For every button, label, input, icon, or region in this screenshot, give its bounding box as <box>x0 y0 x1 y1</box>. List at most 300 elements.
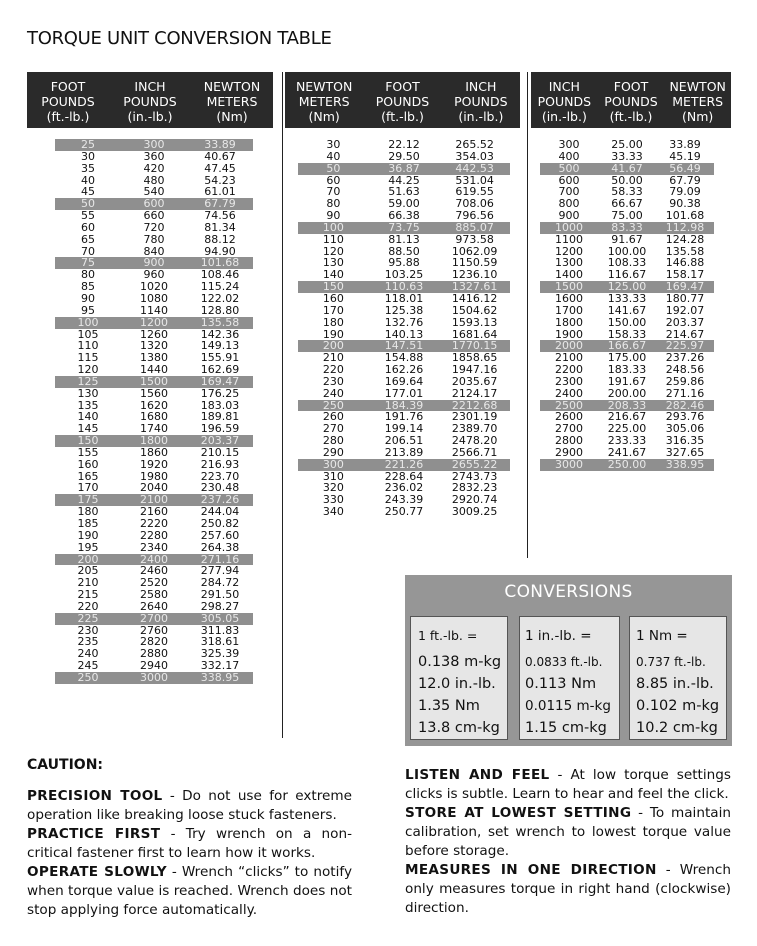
table-cell: 2940 <box>140 659 168 673</box>
table-cell: 110 <box>77 339 99 353</box>
table-cell: 1800 <box>140 434 168 448</box>
table-cell: 75 <box>81 256 95 270</box>
table-row <box>55 317 253 329</box>
table-cell: 1681.64 <box>451 327 498 341</box>
table-cell: 56.49 <box>669 161 701 175</box>
table-cell: 271.16 <box>200 552 240 566</box>
table-cell: 248.56 <box>665 363 705 377</box>
table-row <box>298 376 510 388</box>
table-cell: 183.33 <box>607 363 647 377</box>
caution-key: MEASURES IN ONE DIRECTION <box>405 862 657 878</box>
table-cell: 2280 <box>140 528 168 542</box>
table-cell: 200.00 <box>607 386 647 400</box>
conversion-value: 1.15 cm-kg <box>525 720 607 736</box>
conversion-value: 8.85 in.-lb. <box>636 676 714 692</box>
conversion-value: 13.8 cm-kg <box>418 720 500 736</box>
table-cell: 203.37 <box>665 315 705 329</box>
table-cell: 175 <box>77 493 99 507</box>
table-cell: 257.60 <box>200 528 240 542</box>
table-cell: 250.82 <box>200 517 240 530</box>
table-cell: 1416.12 <box>451 291 498 305</box>
table-cell: 3000 <box>140 670 168 684</box>
table-cell: 1260 <box>140 327 168 341</box>
table-cell: 960 <box>143 268 165 282</box>
table-row <box>540 222 714 234</box>
table-cell: 200 <box>322 339 344 353</box>
table-cell: 531.04 <box>455 173 494 187</box>
table-cell: 1100 <box>555 232 583 246</box>
table-cell: 118.01 <box>384 291 424 305</box>
conversion-value: 0.0115 m-kg <box>525 698 611 714</box>
table-cell: 1020 <box>140 280 168 294</box>
table-row <box>298 459 510 471</box>
table-cell: 55 <box>81 209 95 223</box>
table-cell: 81.34 <box>204 220 236 234</box>
table-cell: 2478.20 <box>451 434 498 448</box>
table-cell: 44.25 <box>388 173 420 187</box>
table-cell: 2655.22 <box>451 457 498 471</box>
table-cell: 206.51 <box>384 434 424 448</box>
table-cell: 135.58 <box>665 244 705 258</box>
table-cell: 1236.10 <box>451 268 498 282</box>
table-cell: 184.39 <box>384 398 424 412</box>
table-cell: 271.16 <box>665 386 705 400</box>
caution-text: - Do not use for extreme operation like breaking loose stuck fasteners. <box>27 788 353 823</box>
table-row <box>55 234 253 246</box>
table-cell: 150 <box>77 434 99 448</box>
table-cell: 196.59 <box>200 422 240 436</box>
table-cell: 244.04 <box>200 505 240 519</box>
table-cell: 1600 <box>555 291 583 305</box>
table-cell: 108.33 <box>607 256 647 270</box>
table-cell: 100 <box>77 315 99 329</box>
table-cell: 2900 <box>555 445 583 459</box>
table-cell: 30 <box>326 138 341 151</box>
table-row <box>298 388 510 400</box>
conversion-head: 1 in.-lb. = <box>525 628 592 644</box>
table-cell: 180 <box>77 505 99 519</box>
table-cell: 340 <box>322 505 344 519</box>
header-cell: INCH POUNDS (in.-lb.) <box>454 79 508 124</box>
table-cell: 237.26 <box>200 493 240 507</box>
table-cell: 133.33 <box>607 291 647 305</box>
table-cell: 130 <box>322 256 344 270</box>
table-row <box>55 459 253 471</box>
table-cell: 162.69 <box>200 363 240 377</box>
table-cell: 700 <box>558 185 580 199</box>
table-cell: 1150.59 <box>451 256 498 270</box>
table-cell: 1680 <box>140 410 168 424</box>
table-cell: 2460 <box>140 564 168 578</box>
table-cell: 2040 <box>140 481 168 495</box>
table-cell: 280 <box>322 434 344 448</box>
table-cell: 155.91 <box>200 351 240 365</box>
table-cell: 91.67 <box>611 232 643 246</box>
table-cell: 150.00 <box>607 315 647 329</box>
table-row <box>55 601 253 613</box>
table-cell: 208.33 <box>607 398 647 412</box>
conversion-head: 1 Nm = <box>636 628 688 644</box>
table-cell: 1300 <box>555 256 583 270</box>
table-cell: 100 <box>322 220 344 234</box>
table-cell: 900 <box>558 209 580 223</box>
table-cell: 2880 <box>140 647 168 661</box>
table-cell: 235 <box>77 635 99 649</box>
table-cell: 36.87 <box>388 161 420 175</box>
caution-item <box>405 861 731 918</box>
caution-item <box>405 804 731 861</box>
table-cell: 1740 <box>140 422 168 436</box>
table-cell: 2760 <box>140 623 168 637</box>
table-cell: 1320 <box>140 339 168 353</box>
table-cell: 192.07 <box>665 303 705 317</box>
table-cell: 150 <box>322 280 344 294</box>
conversion-box-inlb <box>519 616 620 740</box>
table-cell: 147.51 <box>384 339 424 353</box>
table-cell: 214.67 <box>665 327 705 341</box>
table-cell: 45 <box>81 185 95 199</box>
table-cell: 105 <box>77 327 99 341</box>
table2-header <box>285 72 520 128</box>
table-cell: 2820 <box>140 635 168 649</box>
table-cell: 291.50 <box>200 588 240 602</box>
table-cell: 50.00 <box>611 173 643 187</box>
conversion-box-nm <box>629 616 727 740</box>
table-cell: 300 <box>143 138 165 151</box>
table-cell: 175.00 <box>607 351 647 365</box>
table-cell: 140 <box>322 268 344 282</box>
table-cell: 2000 <box>555 339 583 353</box>
caution-text: - Try wrench on a non-critical fastener first to learn how it works. <box>27 826 353 861</box>
table-cell: 110 <box>322 232 344 246</box>
table-cell: 90.38 <box>669 197 701 211</box>
table-cell: 122.02 <box>200 291 240 305</box>
table-cell: 1200 <box>140 315 168 329</box>
table-row <box>55 672 253 684</box>
table-cell: 180 <box>322 315 344 329</box>
caution-key: STORE AT LOWEST SETTING <box>405 805 632 821</box>
table-cell: 112.98 <box>665 220 705 234</box>
table-cell: 30 <box>81 149 95 163</box>
table-cell: 220 <box>77 599 99 613</box>
table-cell: 2100 <box>140 493 168 507</box>
table-cell: 25.00 <box>611 138 643 151</box>
header-cell: NEWTON METERS (Nm) <box>669 79 726 124</box>
table-cell: 60 <box>81 220 95 234</box>
table-cell: 1620 <box>140 398 168 412</box>
table-cell: 216.93 <box>200 457 240 471</box>
table-cell: 130 <box>77 386 99 400</box>
table-row <box>55 530 253 542</box>
table-cell: 290 <box>322 445 344 459</box>
table-cell: 154.88 <box>384 351 424 365</box>
table-cell: 149.13 <box>200 339 240 353</box>
table-cell: 270 <box>322 422 344 436</box>
caution-key: PRACTICE FIRST <box>27 826 161 842</box>
table-cell: 325.39 <box>200 647 240 661</box>
table-cell: 33.89 <box>669 138 701 151</box>
table-cell: 2520 <box>140 576 168 590</box>
table-cell: 165 <box>77 469 99 483</box>
table-row <box>298 317 510 329</box>
table-cell: 170 <box>322 303 344 317</box>
table-cell: 190 <box>77 528 99 542</box>
table-cell: 223.70 <box>200 469 240 483</box>
table-cell: 160 <box>322 291 344 305</box>
table-cell: 480 <box>143 173 165 187</box>
table-cell: 1500 <box>140 374 168 388</box>
table-row <box>298 506 510 518</box>
table-row <box>55 388 253 400</box>
table-row <box>540 305 714 317</box>
table-cell: 135.58 <box>200 315 240 329</box>
table-cell: 183.03 <box>200 398 240 412</box>
table-cell: 2832.23 <box>451 481 498 495</box>
table-cell: 95 <box>81 303 95 317</box>
table-row <box>55 613 253 625</box>
table-cell: 237.26 <box>665 351 705 365</box>
table-cell: 90 <box>326 209 341 223</box>
table-cell: 59.00 <box>388 197 420 211</box>
table-cell: 83.33 <box>611 220 643 234</box>
caution-text: - At low torque settings clicks is subtle. Learn to hear and feel the click. <box>405 767 731 802</box>
header-cell: INCH POUNDS (in.-lb.) <box>123 79 177 124</box>
table-cell: 189.81 <box>200 410 240 424</box>
table-cell: 25 <box>81 138 95 151</box>
table-cell: 40 <box>326 149 341 163</box>
table-cell: 1400 <box>555 268 583 282</box>
table3-header <box>531 72 731 128</box>
table-cell: 101.68 <box>200 256 240 270</box>
table-cell: 29.50 <box>388 149 420 163</box>
table-cell: 140.13 <box>384 327 424 341</box>
caution-item <box>27 825 352 863</box>
table-cell: 58.33 <box>611 185 643 199</box>
table-cell: 81.13 <box>388 232 420 246</box>
table-cell: 236.02 <box>384 481 424 495</box>
table-row <box>298 222 510 234</box>
table-cell: 600 <box>143 197 165 211</box>
conversion-head: 1 ft.-lb. = <box>418 628 478 643</box>
table-cell: 66.38 <box>388 209 420 223</box>
table-cell: 1700 <box>555 303 583 317</box>
table3-body <box>540 139 714 471</box>
conversions-title: CONVERSIONS <box>504 582 633 602</box>
table-cell: 166.67 <box>607 339 647 353</box>
table-cell: 259.86 <box>665 374 705 388</box>
table-cell: 158.17 <box>665 268 705 282</box>
table-cell: 128.80 <box>200 303 240 317</box>
table-cell: 1140 <box>140 303 168 317</box>
table-cell: 318.61 <box>200 635 240 649</box>
table-cell: 35 <box>81 161 95 175</box>
table-cell: 108.46 <box>200 268 240 282</box>
table-cell: 50 <box>326 161 341 175</box>
table-cell: 1860 <box>140 445 168 459</box>
table-cell: 1800 <box>555 315 583 329</box>
table-cell: 354.03 <box>455 149 494 163</box>
table-cell: 300 <box>322 457 344 471</box>
table-cell: 169.64 <box>384 374 424 388</box>
table-cell: 1770.15 <box>451 339 498 353</box>
table-cell: 780 <box>143 232 165 246</box>
table-cell: 1980 <box>140 469 168 483</box>
table-row <box>298 163 510 175</box>
conversion-value: 12.0 in.-lb. <box>418 676 496 692</box>
header-cell: FOOT POUNDS (ft.-lb.) <box>375 79 430 124</box>
table-cell: 205 <box>77 564 99 578</box>
table-row <box>540 447 714 459</box>
caution-item <box>405 766 731 804</box>
table-cell: 1560 <box>140 386 168 400</box>
table-cell: 177.01 <box>384 386 424 400</box>
caution-heading: CAUTION: <box>27 757 104 773</box>
table-cell: 1947.16 <box>451 363 498 377</box>
table-cell: 199.14 <box>384 422 424 436</box>
table-cell: 75.00 <box>611 209 643 223</box>
table-cell: 176.25 <box>200 386 240 400</box>
conversion-box-ftlb <box>410 616 508 740</box>
table-cell: 332.17 <box>200 659 240 673</box>
conversion-value: 10.2 cm-kg <box>636 720 718 736</box>
table-cell: 500 <box>558 161 580 175</box>
table-cell: 33.33 <box>611 149 643 163</box>
table-cell: 141.67 <box>607 303 647 317</box>
table-cell: 298.27 <box>200 599 240 613</box>
table-cell: 250.77 <box>384 505 424 519</box>
table-cell: 2700 <box>555 422 583 436</box>
table-row <box>55 222 253 234</box>
table-cell: 3009.25 <box>451 505 498 519</box>
table-cell: 2920.74 <box>451 493 498 507</box>
table-cell: 2640 <box>140 599 168 613</box>
table-cell: 1327.61 <box>451 280 498 294</box>
table-cell: 338.95 <box>665 457 705 471</box>
table-row <box>298 234 510 246</box>
table-cell: 169.47 <box>200 374 240 388</box>
table-cell: 600 <box>558 173 580 187</box>
table-row <box>540 376 714 388</box>
table-cell: 2301.19 <box>451 410 498 424</box>
table-cell: 619.55 <box>455 185 494 199</box>
header-cell: NEWTON METERS (Nm) <box>203 79 261 124</box>
table-cell: 215 <box>77 588 99 602</box>
table-cell: 282.46 <box>665 398 705 412</box>
table-cell: 320 <box>322 481 344 495</box>
table-cell: 1504.62 <box>451 303 498 317</box>
table-cell: 146.88 <box>665 256 705 270</box>
table-cell: 540 <box>143 185 165 199</box>
table-cell: 101.68 <box>665 209 705 223</box>
table-cell: 191.67 <box>607 374 647 388</box>
table-cell: 230.48 <box>200 481 240 495</box>
table-cell: 310 <box>322 469 344 483</box>
table-cell: 73.75 <box>388 220 420 234</box>
table-cell: 245 <box>77 659 99 673</box>
table-cell: 2743.73 <box>451 469 498 483</box>
table-cell: 420 <box>143 161 165 175</box>
table-cell: 2566.71 <box>451 445 498 459</box>
caution-right <box>405 766 731 918</box>
table-row <box>55 542 253 554</box>
table-cell: 210 <box>77 576 99 590</box>
table-cell: 210.15 <box>200 445 240 459</box>
caution-key: OPERATE SLOWLY <box>27 864 167 880</box>
table-cell: 110.63 <box>384 280 424 294</box>
table-cell: 284.72 <box>200 576 240 590</box>
table-cell: 265.52 <box>455 138 494 151</box>
table-cell: 74.56 <box>204 209 236 223</box>
table-cell: 840 <box>143 244 165 258</box>
table-cell: 124.28 <box>665 232 705 246</box>
conversion-value: 1.35 Nm <box>418 698 480 714</box>
table-cell: 65 <box>81 232 95 246</box>
table-cell: 2600 <box>555 410 583 424</box>
table-cell: 203.37 <box>200 434 240 448</box>
table-cell: 1900 <box>555 327 583 341</box>
table-cell: 115.24 <box>200 280 240 294</box>
table-cell: 233.33 <box>607 434 647 448</box>
table-cell: 40.67 <box>204 149 236 163</box>
table-cell: 250.00 <box>607 457 647 471</box>
caution-left <box>27 787 352 920</box>
caution-key: PRECISION TOOL <box>27 788 163 804</box>
table-cell: 241.67 <box>607 445 647 459</box>
table-cell: 1920 <box>140 457 168 471</box>
table-cell: 2160 <box>140 505 168 519</box>
table-cell: 225 <box>77 611 99 625</box>
table-cell: 660 <box>143 209 165 223</box>
table-cell: 1080 <box>140 291 168 305</box>
table-row <box>540 459 714 471</box>
table-cell: 88.12 <box>204 232 236 246</box>
table-cell: 240 <box>322 386 344 400</box>
caution-text: - Wrench only measures torque in right hand (clockwise) direction. <box>405 862 731 916</box>
table1-header <box>27 72 273 128</box>
table-row <box>55 447 253 459</box>
table-cell: 1200 <box>555 244 583 258</box>
caution-item <box>27 863 352 920</box>
table-cell: 210 <box>322 351 344 365</box>
header-cell: NEWTON METERS (Nm) <box>295 79 353 124</box>
table-cell: 66.67 <box>611 197 643 211</box>
table-cell: 708.06 <box>455 197 494 211</box>
table-cell: 2300 <box>555 374 583 388</box>
table-cell: 47.45 <box>204 161 236 175</box>
table-cell: 125.00 <box>607 280 647 294</box>
table2-body <box>298 139 510 518</box>
table-cell: 88.50 <box>388 244 420 258</box>
table-cell: 260 <box>322 410 344 424</box>
conversion-value: 0.737 ft.-lb. <box>636 655 706 669</box>
table-cell: 120 <box>77 363 99 377</box>
table-cell: 442.53 <box>455 161 494 175</box>
table-cell: 225.00 <box>607 422 647 436</box>
table-cell: 80 <box>326 197 341 211</box>
table-cell: 1062.09 <box>451 244 498 258</box>
table-cell: 2400 <box>555 386 583 400</box>
table-cell: 311.83 <box>200 623 240 637</box>
conversion-value: 0.138 m-kg <box>418 654 502 670</box>
table-cell: 228.64 <box>384 469 424 483</box>
table-cell: 2035.67 <box>451 374 498 388</box>
table-row <box>540 234 714 246</box>
caution-text: - To maintain calibration, set wrench to lowest torque value before storage. <box>405 805 731 859</box>
table-cell: 216.67 <box>607 410 647 424</box>
divider <box>282 72 283 738</box>
header-cell: INCH POUNDS (in.-lb.) <box>537 79 592 124</box>
table-cell: 213.89 <box>384 445 424 459</box>
